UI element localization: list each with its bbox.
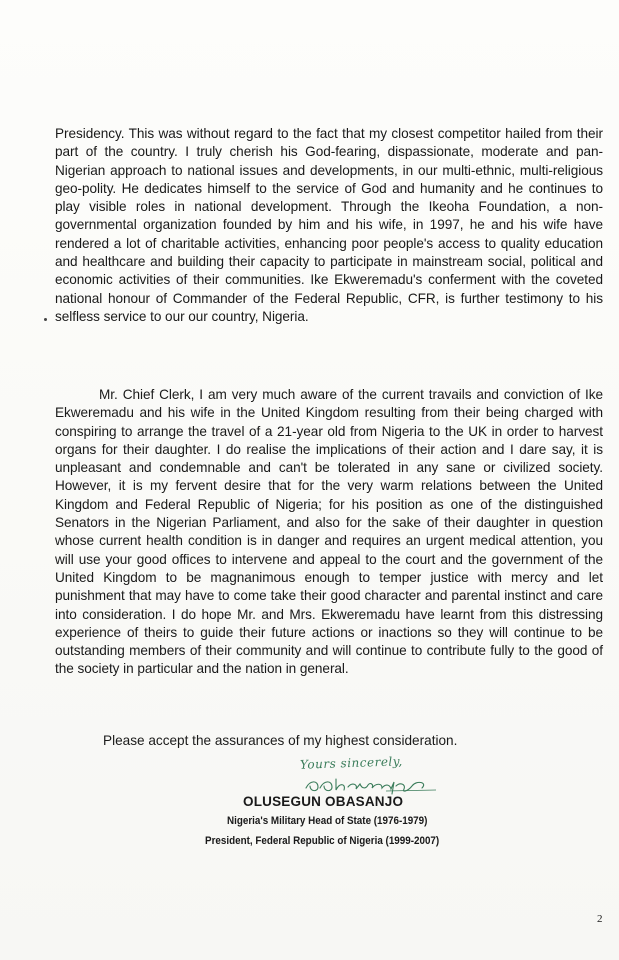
- signatory-title-2: President, Federal Republic of Nigeria (1999-2007): [205, 835, 440, 847]
- signatory-name: OLUSEGUN OBASANJO: [243, 794, 404, 809]
- page-number: 2: [597, 913, 603, 925]
- closing-line: Please accept the assurances of my highest consideration.: [103, 733, 458, 748]
- signature-scribble: [296, 774, 446, 796]
- handwritten-closing: Yours sincerely,: [299, 754, 403, 772]
- stray-ink-mark: [44, 318, 47, 321]
- paragraph-appeal: [55, 386, 603, 679]
- paragraph-continuation: Presidency. This was without regard to the fact that my closest competitor hailed from their part of the country. I truly cherish his God-fearing, dispassionate, moderate and pan-Nigerian approach to national issues and developments, in our multi-ethnic, multi-religious geo-polity. He dedicates himself to the service of God and humanity and he continues to play visible roles in national development. Through the Ikeoha Foundation, a non-governmental organization founded by him and his wife, in 1997, he and his wife have rendered a lot of charitable activities, enhancing poor people's access to quality education and healthcare and building their capacity to participate in mainstream social, political and economic activities of their communities. Ike Ekweremadu's conferment with the coveted national honour of Commander of the Federal Republic, CFR, is further testimony to his selfless service to our our country, Nigeria.: [55, 126, 603, 324]
- paragraph-appeal-text: Mr. Chief Clerk, I am very much aware of the current travails and conviction of Ike Ekweremadu and his wife in the United Kingdom resulting from their being charged with conspiring to arrange the travel of a 21-year old from Nigeria to the UK in order to harvest organs for their daughter. I do realise the implications of their action and I dare say, it is unpleasant and condemnable and can't be tolerated in any sane or civilized society. However, it is my fervent desire that for the very warm relations between the United Kingdom and Federal Republic of Nigeria; for his position as one of the distinguished Senators in the Nigerian Parliament, and also for the sake of their daughter in question whose current health condition is in danger and requires an urgent medical attention, you will use your good offices to intervene and appeal to the court and the government of the United Kingdom to be magnanimous enough to temper justice with mercy and let punishment that may have to come take their good character and parental instinct and care into consideration. I do hope Mr. and Mrs. Ekweremadu have learnt from this distressing experience of theirs to guide their future actions or inactions so they will continue to be outstanding members of their community and will continue to contribute fully to the good of the society in particular and the nation in general.: [55, 387, 603, 677]
- signatory-title-1: Nigeria's Military Head of State (1976-1979): [227, 815, 428, 827]
